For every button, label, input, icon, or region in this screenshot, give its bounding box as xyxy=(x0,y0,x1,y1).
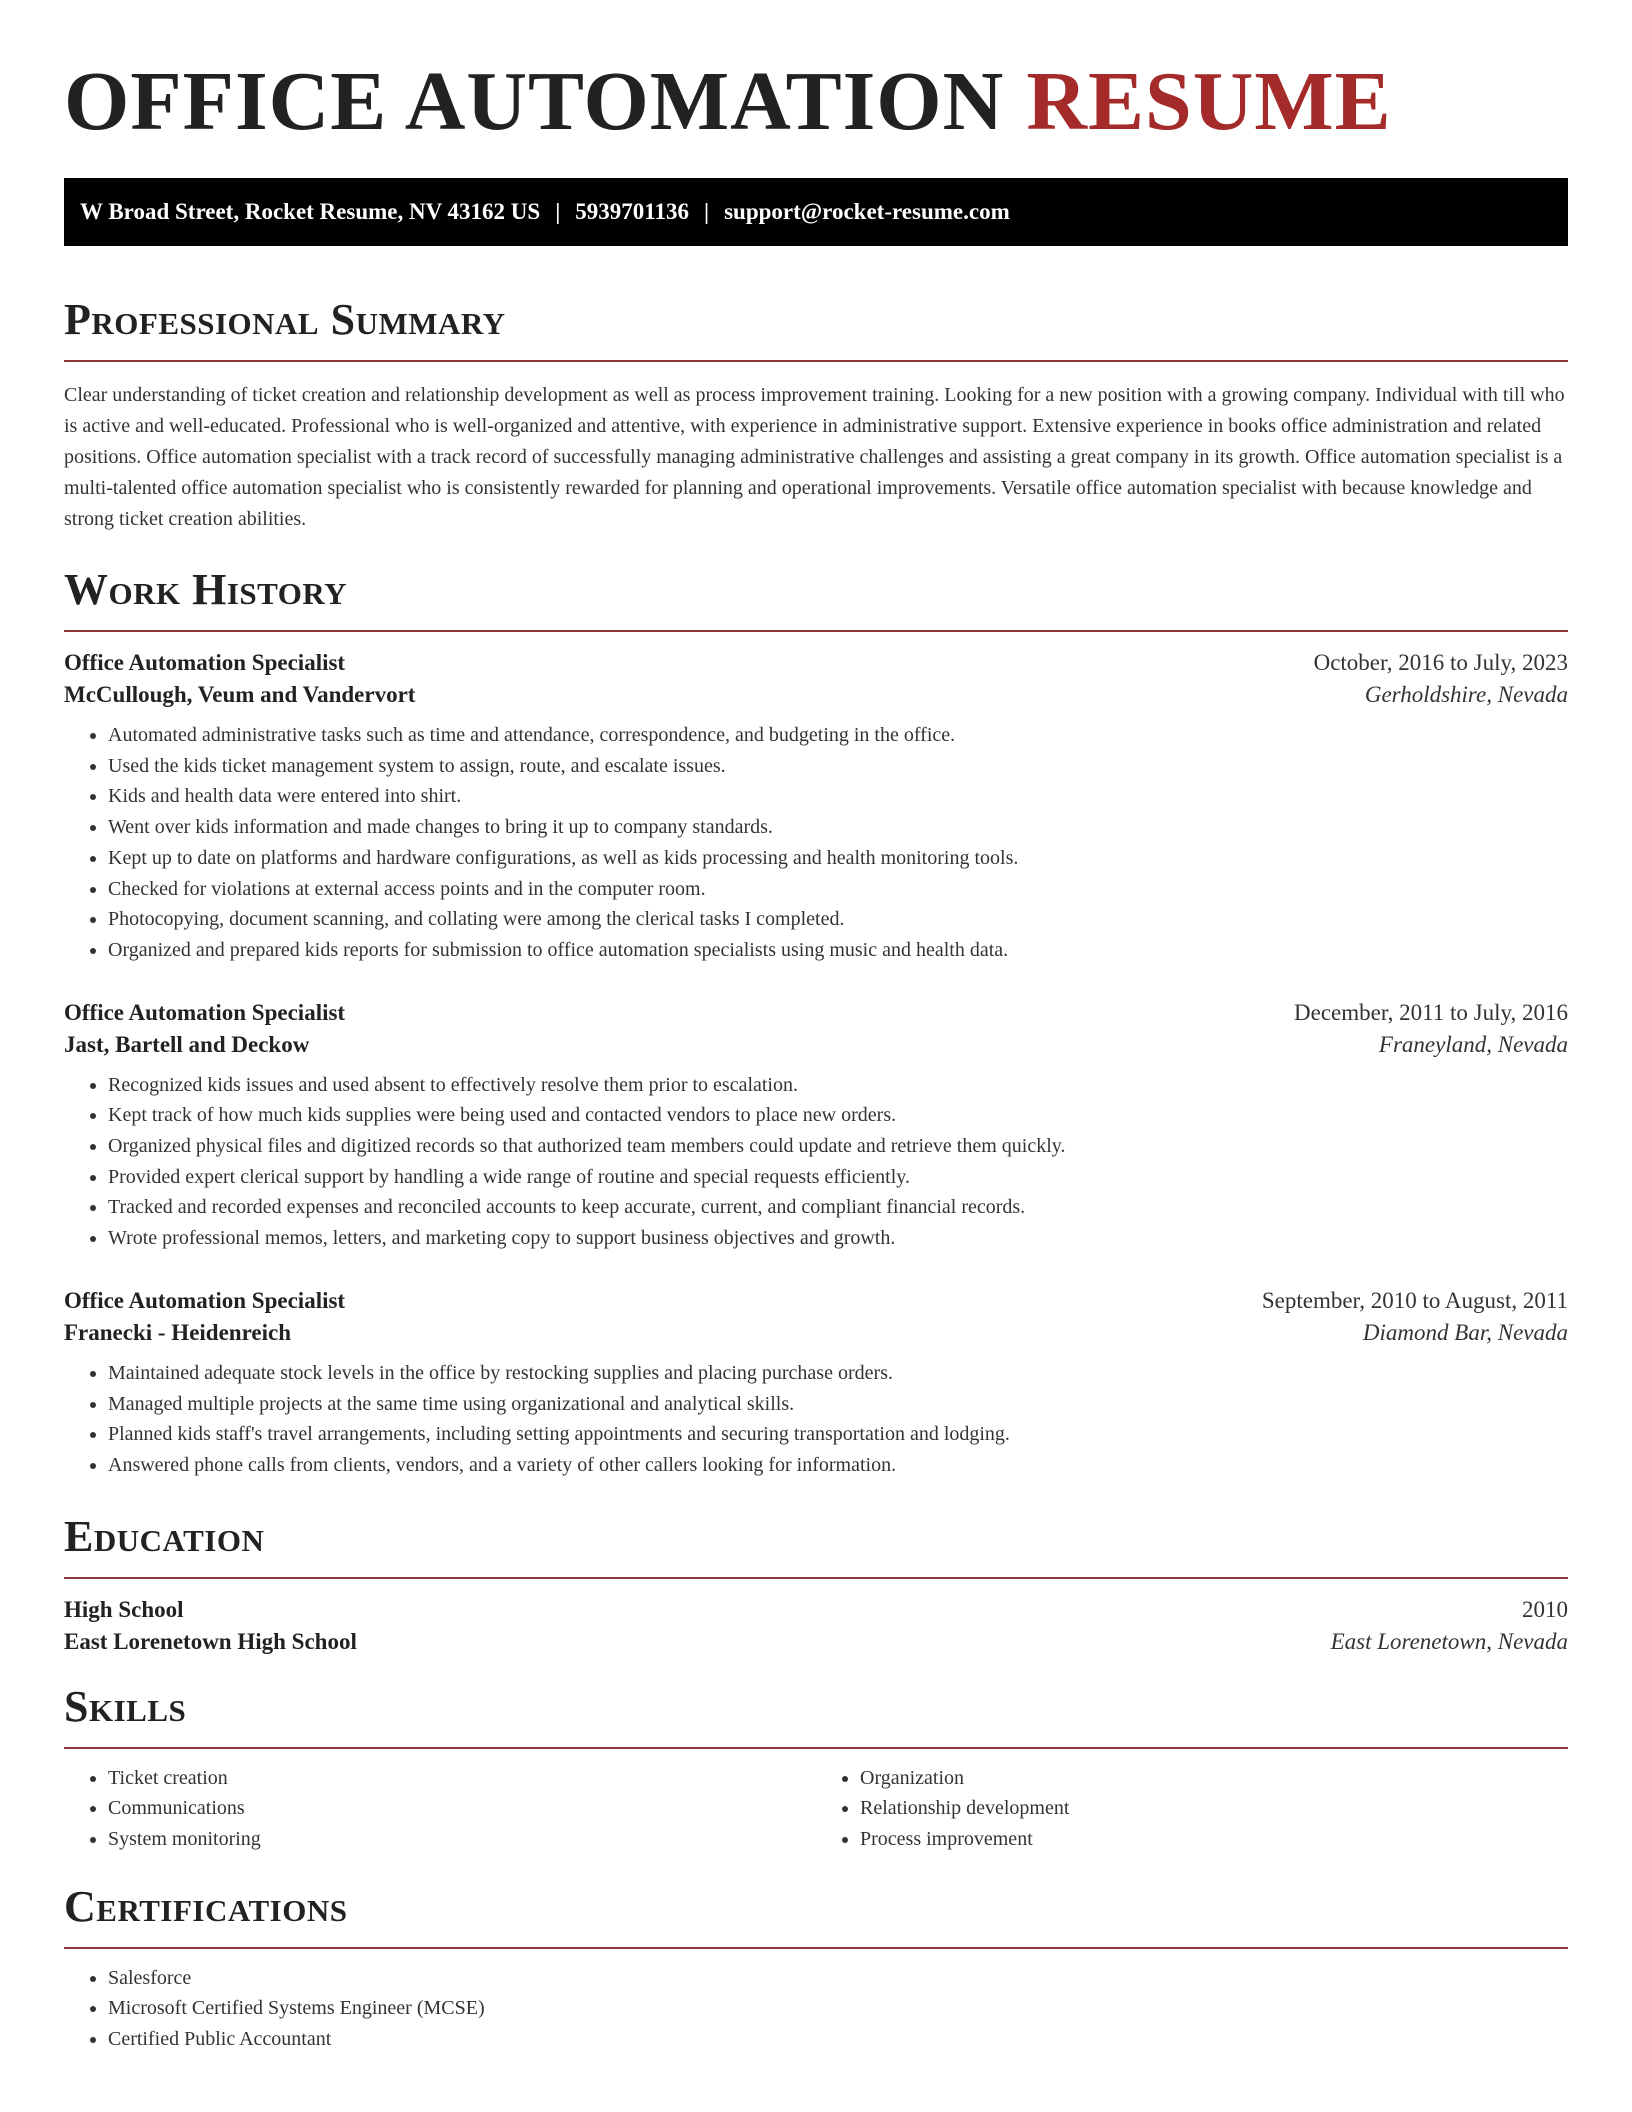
job-entry xyxy=(64,1288,1568,1481)
summary-heading: Professional Summary xyxy=(64,295,506,344)
job-entry xyxy=(64,650,1568,966)
job-location: Diamond Bar, Nevada xyxy=(1362,1319,1568,1345)
skills-list-right xyxy=(816,1763,1568,1855)
list-item: • Automated administrative tasks such as time and attendance, correspondence, and budgeting in the office. xyxy=(108,720,1568,751)
contact-separator: | xyxy=(555,199,561,224)
list-item: • Photocopying, document scanning, and collating were among the clerical tasks I completed. xyxy=(108,904,1568,935)
title-main: OFFICE AUTOMATION xyxy=(64,55,1005,148)
resume-title xyxy=(64,55,1568,148)
certifications-list xyxy=(64,1963,1568,2055)
job-company: Jast, Bartell and Deckow xyxy=(64,1031,310,1057)
list-item: • Process improvement xyxy=(860,1824,1568,1855)
list-item: • Went over kids information and made changes to bring it up to company standards. xyxy=(108,812,1568,843)
education-row xyxy=(64,1597,1568,1623)
education-heading: Education xyxy=(64,1511,265,1561)
contact-bar xyxy=(64,178,1568,246)
list-item: • Organization xyxy=(860,1763,1568,1794)
job-header-row xyxy=(64,1288,1568,1314)
job-list xyxy=(64,650,1568,1481)
education-row xyxy=(64,1629,1568,1655)
list-item: • Checked for violations at external access points and in the computer room. xyxy=(108,874,1568,905)
list-item: • Used the kids ticket management system to assign, route, and escalate issues. xyxy=(108,751,1568,782)
title-accent: RESUME xyxy=(1026,55,1392,148)
list-item: • Maintained adequate stock levels in the office by restocking supplies and placing purchase orders. xyxy=(108,1358,1568,1389)
section-divider xyxy=(64,1947,1568,1949)
job-company: Franecki - Heidenreich xyxy=(64,1319,291,1345)
job-title: Office Automation Specialist xyxy=(64,650,346,675)
job-company-row xyxy=(64,682,1568,708)
list-item: • Kept up to date on platforms and hardware configurations, as well as kids processing and health monitoring tools. xyxy=(108,843,1568,874)
list-item: • Planned kids staff's travel arrangements, including setting appointments and securing transportation and lodging. xyxy=(108,1419,1568,1450)
list-item: • Provided expert clerical support by handling a wide range of routine and special requests efficiently. xyxy=(108,1162,1568,1193)
contact-phone: 5939701136 xyxy=(575,199,690,224)
list-item: • Tracked and recorded expenses and reconciled accounts to keep accurate, current, and compliant financial records. xyxy=(108,1192,1568,1223)
list-item: • Ticket creation xyxy=(108,1763,816,1794)
job-company: McCullough, Veum and Vandervort xyxy=(64,682,416,707)
list-item: • Managed multiple projects at the same time using organizational and analytical skills. xyxy=(108,1389,1568,1420)
work-section xyxy=(64,565,1568,1481)
work-heading: Work History xyxy=(64,565,348,614)
list-item: • Wrote professional memos, letters, and marketing copy to support business objectives and growth. xyxy=(108,1223,1568,1254)
job-location: Franeyland, Nevada xyxy=(1378,1031,1568,1057)
list-item: • System monitoring xyxy=(108,1824,816,1855)
education-school: East Lorenetown High School xyxy=(64,1628,357,1654)
job-dates: October, 2016 to July, 2023 xyxy=(1313,650,1568,675)
list-item: • Relationship development xyxy=(860,1793,1568,1824)
education-degree: High School xyxy=(64,1596,184,1622)
skills-list-left xyxy=(64,1763,816,1855)
job-dates: September, 2010 to August, 2011 xyxy=(1261,1287,1568,1313)
skills-section xyxy=(64,1681,1568,1855)
list-item: • Microsoft Certified Systems Engineer (MCSE) xyxy=(108,1993,1568,2024)
education-location: East Lorenetown, Nevada xyxy=(1330,1628,1568,1654)
job-title: Office Automation Specialist xyxy=(64,999,346,1025)
job-company-row xyxy=(64,1032,1568,1058)
job-dates: December, 2011 to July, 2016 xyxy=(1294,999,1568,1025)
job-duties-list xyxy=(64,720,1568,966)
job-title: Office Automation Specialist xyxy=(64,1287,346,1313)
list-item: • Certified Public Accountant xyxy=(108,2024,1568,2055)
contact-address: W Broad Street, Rocket Resume, NV 43162 US xyxy=(80,199,541,224)
summary-section xyxy=(64,295,1568,535)
contact-separator: | xyxy=(704,199,710,224)
education-section xyxy=(64,1511,1568,1655)
job-header-row xyxy=(64,1000,1568,1026)
section-divider xyxy=(64,360,1568,362)
section-divider xyxy=(64,630,1568,632)
list-item: • Organized and prepared kids reports for submission to office automation specialists using music and health data. xyxy=(108,935,1568,966)
list-item: • Recognized kids issues and used absent to effectively resolve them prior to escalation. xyxy=(108,1070,1568,1101)
certifications-section xyxy=(64,1881,1568,2055)
job-location: Gerholdshire, Nevada xyxy=(1364,682,1568,707)
list-item: • Communications xyxy=(108,1793,816,1824)
skills-heading: Skills xyxy=(64,1681,187,1731)
job-company-row xyxy=(64,1320,1568,1346)
skills-grid xyxy=(64,1763,1568,1855)
job-duties-list xyxy=(64,1070,1568,1254)
job-entry xyxy=(64,1000,1568,1254)
list-item: • Kept track of how much kids supplies were being used and contacted vendors to place new orders. xyxy=(108,1100,1568,1131)
list-item: • Kids and health data were entered into shirt. xyxy=(108,781,1568,812)
education-year: 2010 xyxy=(1522,1596,1568,1622)
certifications-heading: Certifications xyxy=(64,1881,348,1931)
contact-email: support@rocket-resume.com xyxy=(724,199,1010,224)
list-item: • Salesforce xyxy=(108,1963,1568,1994)
job-duties-list xyxy=(64,1358,1568,1481)
list-item: • Answered phone calls from clients, vendors, and a variety of other callers looking for information. xyxy=(108,1450,1568,1481)
summary-text: Clear understanding of ticket creation and relationship development as well as process improvement training. Looking for a new position with a growing company. Individual with till who is active and well-educated. Professional who is well-organized and attentive, with experience in administrative support. Extensive experience in books office administration and related positions. Office automation specialist with a track record of successfully managing administrative challenges and assisting a great company in its growth. Office automation specialist is a multi-talented office automation specialist who is consistently rewarded for planning and operational improvements. Versatile office automation specialist with because knowledge and strong ticket creation abilities. xyxy=(64,384,1565,530)
job-header-row xyxy=(64,650,1568,676)
section-divider xyxy=(64,1577,1568,1579)
section-divider xyxy=(64,1747,1568,1749)
list-item: • Organized physical files and digitized records so that authorized team members could update and retrieve them quickly. xyxy=(108,1131,1568,1162)
